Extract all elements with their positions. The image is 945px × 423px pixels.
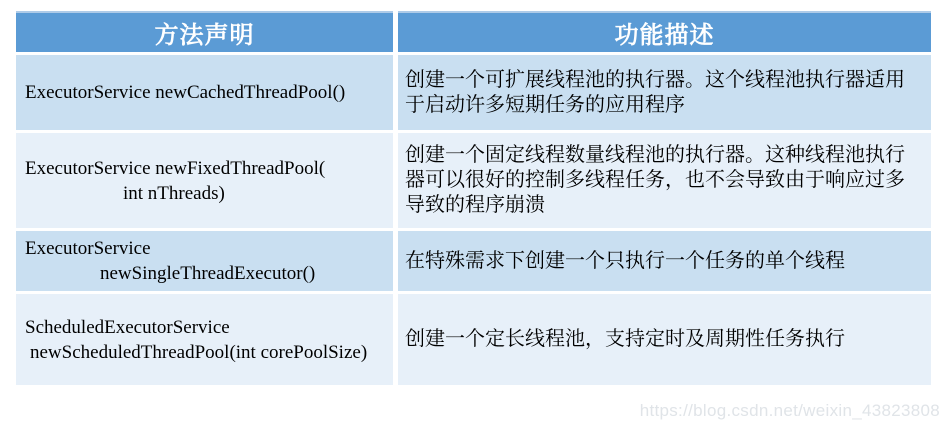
header-cell-method (16, 11, 393, 52)
method-signature-continuation: newSingleThreadExecutor() (100, 263, 316, 284)
table-row-2-method-cell (16, 133, 393, 228)
method-signature-continuation: newScheduledThreadPool(int corePoolSize) (30, 341, 368, 363)
method-signature: ExecutorService newFixedThreadPool( (25, 157, 326, 179)
method-description: 创建一个可扩展线程池的执行器。这个线程池执行器适用于启动许多短期任务的应用程序 (405, 68, 905, 116)
watermark-url: https://blog.csdn.net/weixin_43823808 (639, 401, 940, 420)
table-row-3-method-cell (16, 231, 393, 291)
table-row-1-description-cell (398, 55, 931, 130)
method-description: 在特殊需求下创建一个只执行一个任务的单个线程 (405, 249, 845, 272)
method-description: 创建一个固定线程数量线程池的执行器。这种线程池执行器可以很好的控制多线程任务，也不会导致由于响应过多导致的程序崩溃 (405, 144, 905, 216)
method-signature: ExecutorService newCachedThreadPool() (25, 82, 346, 103)
table-row-4-description-cell (398, 294, 931, 385)
table-row-1-method-cell (16, 55, 393, 130)
method-signature: ScheduledExecutorService (25, 316, 230, 338)
thread-pool-methods-table (16, 11, 931, 385)
method-signature: ExecutorService (25, 238, 151, 259)
method-description: 创建一个定长线程池，支持定时及周期性任务执行 (405, 328, 845, 350)
header-cell-description (398, 11, 931, 52)
header-description-label: 功能描述 (614, 22, 715, 49)
header-method-label: 方法声明 (154, 22, 255, 49)
table-row-2-description-cell (398, 133, 931, 228)
table-row-4-method-cell (16, 294, 393, 385)
method-signature-continuation: int nThreads) (123, 182, 225, 204)
table-row-3-description-cell (398, 231, 931, 291)
